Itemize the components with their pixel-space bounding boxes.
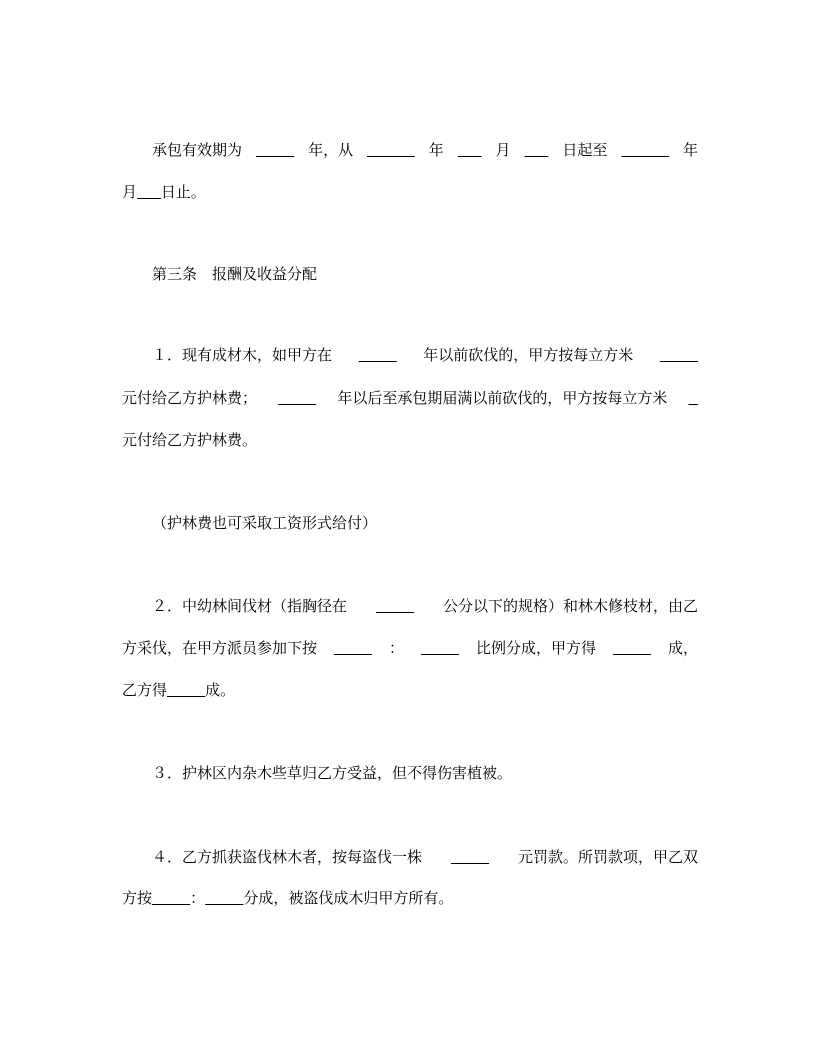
text: 日止。: [160, 183, 206, 201]
blank-field: [334, 636, 372, 660]
blank-field: [256, 138, 294, 162]
text: ４．乙方抓获盗伐林木者，按每盗伐一株: [152, 848, 423, 866]
item3: ３．护林区内杂木些草归乙方受益，但不得伤害植被。: [152, 764, 513, 782]
text: 比例分成，甲方得: [475, 639, 596, 657]
item2-line-2: [122, 636, 698, 660]
item4-line-1: [152, 845, 698, 869]
text: ２．中幼林间伐材（指胸径在: [152, 597, 348, 615]
text: 年: [682, 141, 698, 159]
item1-line-2: [122, 386, 698, 410]
blank-field: [660, 343, 698, 367]
item4-line-2: [122, 886, 698, 910]
item1-line-3: 元付给乙方护林费。: [122, 431, 258, 449]
text: 月: [122, 183, 138, 201]
blank-field: [451, 845, 489, 869]
blank-field: [421, 636, 459, 660]
text: 年以后至承包期届满以前砍伐的，甲方按每立方米: [337, 389, 668, 407]
blank-field: [205, 889, 243, 907]
blank-field: [458, 138, 482, 162]
blank-field: [152, 889, 190, 907]
text: ：: [190, 889, 206, 907]
text: ：: [388, 639, 404, 657]
text: １．现有成材木，如甲方在: [152, 346, 333, 364]
item1-line-1: [152, 343, 698, 367]
blank-field: [137, 183, 161, 201]
text: 成，: [667, 639, 698, 657]
blank-field: [621, 138, 669, 162]
text: 方采伐，在甲方派员参加下按: [122, 639, 318, 657]
blank-field: [376, 594, 414, 618]
text: 年，从: [308, 141, 354, 159]
text: 日起至: [562, 141, 608, 159]
text: 分成，被盗伐成木归甲方所有。: [243, 889, 454, 907]
article-heading: 第三条 报酬及收益分配: [152, 265, 318, 283]
text: 元付给乙方护林费；: [122, 389, 258, 407]
note: （护林费也可采取工资形式给付）: [152, 514, 378, 532]
blank-field: [688, 386, 698, 410]
blank-field: [359, 343, 397, 367]
text: 成。: [205, 681, 236, 699]
term-line-1: [152, 138, 698, 162]
item2-line-3: [122, 678, 698, 702]
item2-line-1: [152, 594, 698, 618]
text: 乙方得: [122, 681, 168, 699]
blank-field: [367, 138, 415, 162]
text: 方按: [122, 889, 153, 907]
blank-field: [613, 636, 651, 660]
term-line-2: [122, 180, 698, 204]
text: 元罚款。所罚款项，甲乙双: [517, 848, 698, 866]
text: 公分以下的规格）和林木修枝材，由乙: [442, 597, 698, 615]
text: 月: [495, 141, 511, 159]
blank-field: [167, 681, 205, 699]
text: 承包有效期为: [152, 141, 243, 159]
text: 年以前砍伐的，甲方按每立方米: [423, 346, 634, 364]
blank-field: [278, 386, 316, 410]
blank-field: [525, 138, 549, 162]
text: 年: [428, 141, 444, 159]
